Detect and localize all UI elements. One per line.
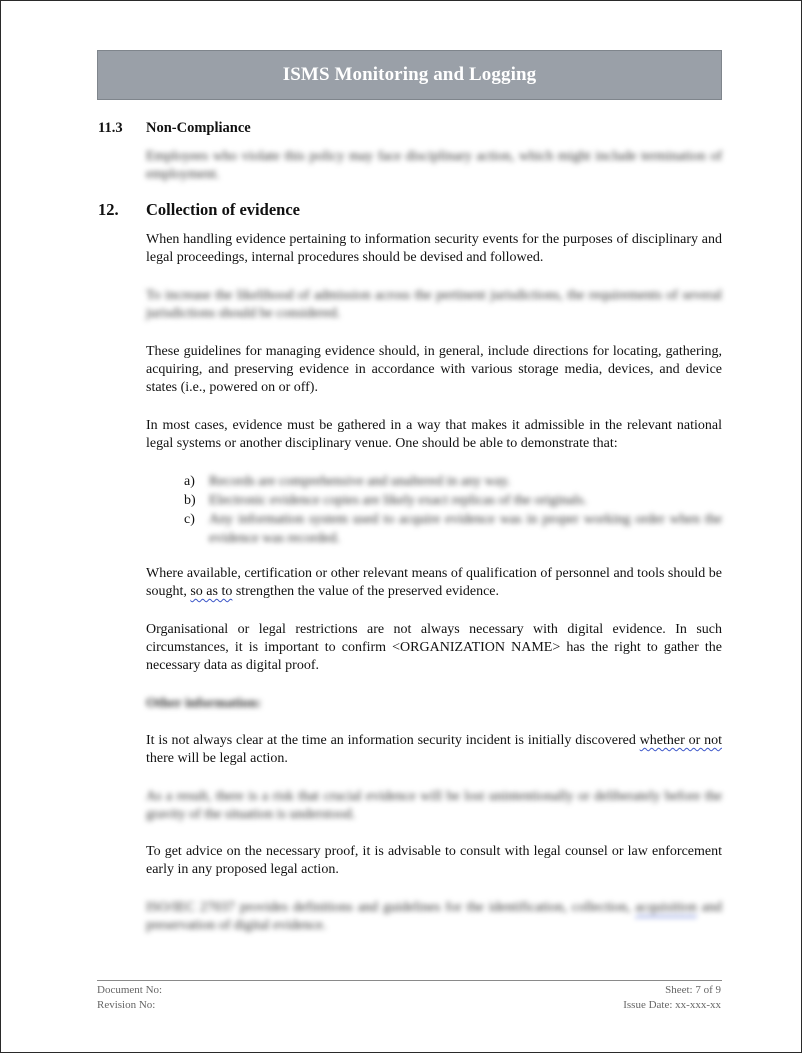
spellcheck-flagged-text: so as to bbox=[190, 584, 233, 599]
sheet-number: Sheet: 7 of 9 bbox=[665, 984, 721, 996]
text-run: Where available, certification or other relevant means of qualification of personnel and tools should be sought, bbox=[146, 566, 722, 599]
evidence-paragraph-2: To increase the likelihood of admission across the pertinent jurisdictions, the requirements of several jurisdictions should be considered. bbox=[146, 288, 722, 321]
text-run: ISO/IEC 27037 provides definitions and guidelines for the identification, collection, bbox=[146, 900, 636, 915]
evidence-paragraph-7 bbox=[146, 732, 722, 768]
list-marker: a) bbox=[184, 474, 195, 489]
list-item bbox=[184, 510, 722, 548]
revision-number-label: Revision No: bbox=[97, 999, 156, 1011]
document-title-banner bbox=[97, 50, 722, 100]
list-marker: c) bbox=[184, 512, 195, 527]
evidence-paragraph-10 bbox=[146, 899, 722, 935]
footer-left bbox=[97, 983, 162, 1013]
other-information-subheading: Other information: bbox=[146, 696, 262, 711]
spellcheck-flagged-text: acquisition bbox=[635, 900, 697, 915]
evidence-paragraph-5 bbox=[146, 565, 722, 601]
list-item bbox=[184, 491, 722, 510]
evidence-paragraph-1: When handling evidence pertaining to information security events for the purposes of disciplinary and legal proceedings, internal procedures should be devised and followed. bbox=[146, 232, 722, 265]
footer-right bbox=[623, 983, 721, 1013]
document-title: ISMS Monitoring and Logging bbox=[282, 64, 537, 85]
text-run: It is not always clear at the time an information security incident is initially discovered bbox=[146, 733, 640, 748]
list-item-text: Records are comprehensive and unaltered in any way. bbox=[209, 474, 511, 489]
evidence-requirements-list bbox=[184, 472, 722, 548]
section-number: 11.3 bbox=[98, 120, 123, 136]
evidence-paragraph-8: As a result, there is a risk that crucial evidence will be lost unintentionally or deliberately before the gravity of the situation is understood. bbox=[146, 789, 722, 822]
text-run: strengthen the value of the preserved evidence. bbox=[232, 584, 500, 599]
evidence-paragraph-9: To get advice on the necessary proof, it is advisable to consult with legal counsel or law enforcement early in any proposed legal action. bbox=[146, 844, 722, 877]
section-title: Collection of evidence bbox=[146, 200, 300, 219]
list-item-text: Electronic evidence copies are likely exact replicas of the originals. bbox=[209, 493, 587, 508]
list-item bbox=[184, 472, 722, 491]
issue-date: Issue Date: xx-xxx-xx bbox=[623, 999, 721, 1011]
evidence-paragraph-4: In most cases, evidence must be gathered in a way that makes it admissible in the relevant national legal systems or another disciplinary venue. One should be able to demonstrate that: bbox=[146, 418, 722, 451]
list-item-text: Any information system used to acquire evidence was in proper working order when the evidence was recorded. bbox=[209, 512, 722, 546]
footer-divider bbox=[97, 980, 722, 981]
document-number-label: Document No: bbox=[97, 984, 163, 996]
spellcheck-flagged-text: whether or not bbox=[639, 733, 722, 748]
evidence-paragraph-6: Organisational or legal restrictions are not always necessary with digital evidence. In such circumstances, it is important to confirm <ORGANIZATION NAME> has the right to gather the necessary data as digital proof. bbox=[146, 622, 722, 673]
section-title: Non-Compliance bbox=[146, 120, 251, 136]
text-run: and preservation of digital evidence. bbox=[146, 900, 723, 933]
section-number: 12. bbox=[98, 200, 119, 219]
evidence-paragraph-3: These guidelines for managing evidence should, in general, include directions for locating, gathering, acquiring, and preserving evidence in accordance with various storage media, devices, and device states (i.e., powered on or off). bbox=[146, 344, 722, 395]
text-run: there will be legal action. bbox=[146, 751, 288, 766]
non-compliance-paragraph: Employees who violate this policy may face disciplinary action, which might include termination of employment. bbox=[146, 149, 722, 182]
list-marker: b) bbox=[184, 493, 196, 508]
